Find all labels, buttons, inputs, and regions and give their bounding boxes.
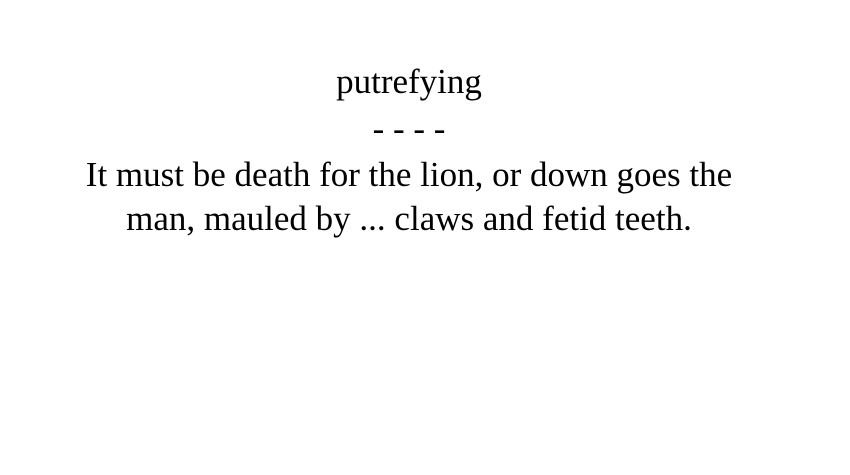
example-sentence — [10, 153, 808, 241]
example-sentence-line: It must be death for the lion, or down goes the — [85, 155, 733, 194]
example-sentence-line: man, mauled by ... claws and fetid teeth. — [126, 199, 692, 238]
separator-dashes: - - - - — [372, 109, 446, 148]
vocabulary-term: putrefying — [336, 62, 482, 101]
